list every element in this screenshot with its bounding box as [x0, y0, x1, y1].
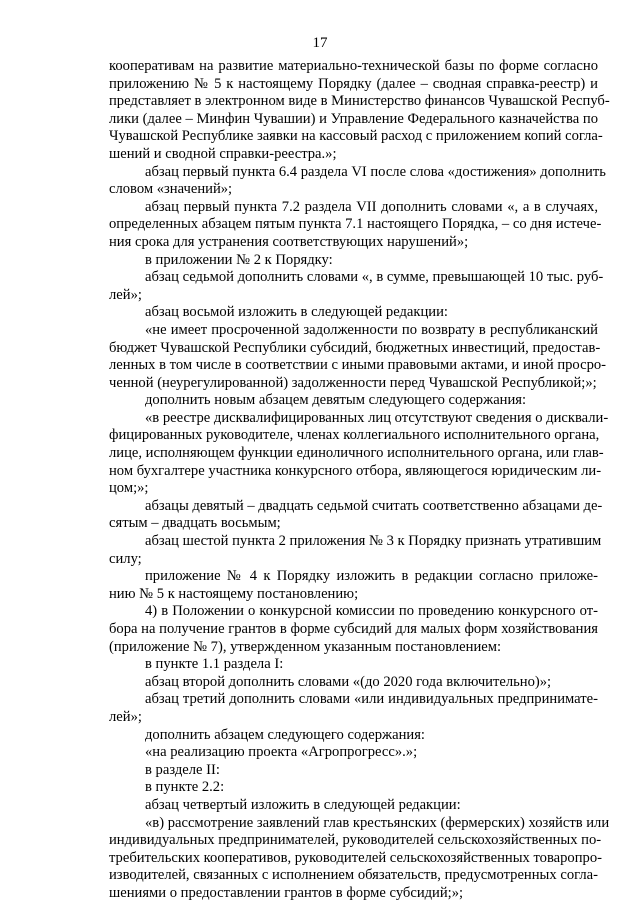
text-line: бора на получение грантов в форме субсидий для малых форм хозяйствования [109, 621, 598, 637]
paragraph [109, 392, 598, 410]
text-line: абзац шестой пункта 2 приложения № 3 к Порядку признать утратившим [145, 533, 602, 550]
text-line: абзац первый пункта 7.2 раздела VII дополнить словами «, а в случаях, [145, 198, 598, 215]
paragraph [109, 727, 598, 745]
text-line: представляет в электронном виде в Министерство финансов Чувашской Респуб- [109, 93, 610, 110]
text-line: кооперативам на развитие материально-технической базы по форме согласно [109, 58, 598, 74]
text-line: «в) рассмотрение заявлений глав крестьянских (фермерских) хозяйств или [145, 814, 610, 831]
text-line: изводителей, связанных с исполнением обязательств, предусмотренных согла- [109, 867, 598, 884]
text-line: дополнить новым абзацем девятым следующего содержания: [145, 392, 527, 409]
text-line: Чувашской Республике заявки на кассовый расход с приложением копий согла- [109, 128, 603, 145]
text-line: приложению № 5 к настоящему Порядку (далее – сводная справка-реестр) и [109, 75, 598, 92]
paragraph [109, 568, 598, 603]
page-number: 17 [312, 35, 328, 51]
paragraph [109, 497, 603, 533]
text-line: ленных в том числе в соответствии с иными правовыми актами, и иной просро- [109, 357, 607, 374]
paragraph [109, 163, 606, 199]
text-line: дополнить абзацем следующего содержания: [145, 726, 425, 743]
paragraph [109, 691, 598, 726]
paragraph [109, 762, 598, 780]
text-line: ном бухгалтере участника конкурсного отбора, являющегося юридическим ли- [109, 462, 602, 479]
text-line: абзац третий дополнить словами «или индивидуальных предпринимате- [145, 691, 598, 708]
paragraph [109, 198, 602, 252]
text-line: лице, исполняющем функции единоличного исполнительного органа, или глав- [109, 445, 604, 462]
paragraph [109, 269, 604, 304]
text-line: ния срока для устранения соответствующих нарушений»; [109, 233, 469, 250]
text-line: абзац восьмой изложить в следующей редакции: [145, 304, 448, 321]
text-line: шений и сводной справки-реестра.»; [109, 145, 337, 162]
text-line: индивидуальных предпринимателей, руководителей сельскохозяйственных по- [109, 832, 602, 849]
text-line: нию № 5 к настоящему постановлению; [109, 585, 359, 602]
text-line: абзац седьмой дополнить словами «, в сумме, превышающей 10 тыс. руб- [145, 269, 604, 286]
text-line: сятым – двадцать восьмым; [109, 515, 281, 532]
text-line: в приложении № 2 к Порядку: [145, 251, 333, 268]
text-line: определенных абзацем пятым пункта 7.1 настоящего Порядка, – со дня истече- [109, 216, 602, 233]
text-line: лики (далее – Минфин Чувашии) и Управление Федерального казначейства по [109, 110, 598, 127]
text-line: абзац второй дополнить словами «(до 2020 года включительно)»; [145, 673, 552, 690]
text-line: ченной (неурегулированной) задолженности перед Чувашской Республикой;»; [109, 374, 597, 391]
paragraph [109, 252, 598, 270]
text-line: шениями о предоставлении грантов в форме субсидий;»; [109, 884, 464, 901]
document-body [109, 58, 610, 903]
text-line: бюджет Чувашской Республики субсидий, бюджетных инвестиций, предостав- [109, 339, 601, 356]
text-line: требительских кооперативов, руководителей сельскохозяйственных товаропро- [109, 849, 602, 866]
text-line: 4) в Положении о конкурсной комиссии по проведению конкурсного от- [145, 603, 598, 620]
text-line: силу; [109, 550, 142, 567]
text-line: в пункте 1.1 раздела I: [145, 656, 284, 673]
text-line: «в реестре дисквалифицированных лиц отсутствуют сведения о дисквали- [145, 409, 609, 426]
text-line: лей»; [109, 708, 142, 725]
paragraph [109, 674, 598, 692]
paragraph [109, 304, 598, 322]
text-line: (приложение № 7), утвержденном указанным постановлением: [109, 638, 502, 655]
text-line: цом;»; [109, 480, 149, 497]
paragraph [109, 603, 598, 656]
paragraph [109, 409, 609, 498]
paragraph [109, 58, 610, 164]
paragraph [109, 321, 607, 392]
text-line: абзац четвертый изложить в следующей редакции: [145, 796, 461, 813]
text-line: лей»; [109, 286, 142, 303]
text-line: фицированных руководителе, членах коллегиального исполнительного органа, [109, 427, 600, 444]
paragraph [109, 656, 598, 674]
paragraph [109, 814, 610, 903]
paragraph [109, 533, 602, 568]
text-line: словом «значений»; [109, 181, 233, 198]
text-line: абзац первый пункта 6.4 раздела VI после слова «достижения» дополнить [145, 163, 606, 180]
text-line: в разделе II: [145, 761, 220, 778]
paragraph [109, 797, 598, 815]
text-line: в пункте 2.2: [145, 779, 225, 796]
text-line: «на реализацию проекта «Агропрогресс».»; [145, 744, 418, 761]
text-line: приложение № 4 к Порядку изложить в редакции согласно приложе- [145, 568, 598, 585]
text-line: абзацы девятый – двадцать седьмой считать соответственно абзацами де- [145, 497, 603, 514]
text-line: «не имеет просроченной задолженности по возврату в республиканский [145, 321, 598, 338]
paragraph [109, 744, 598, 762]
paragraph [109, 779, 598, 797]
